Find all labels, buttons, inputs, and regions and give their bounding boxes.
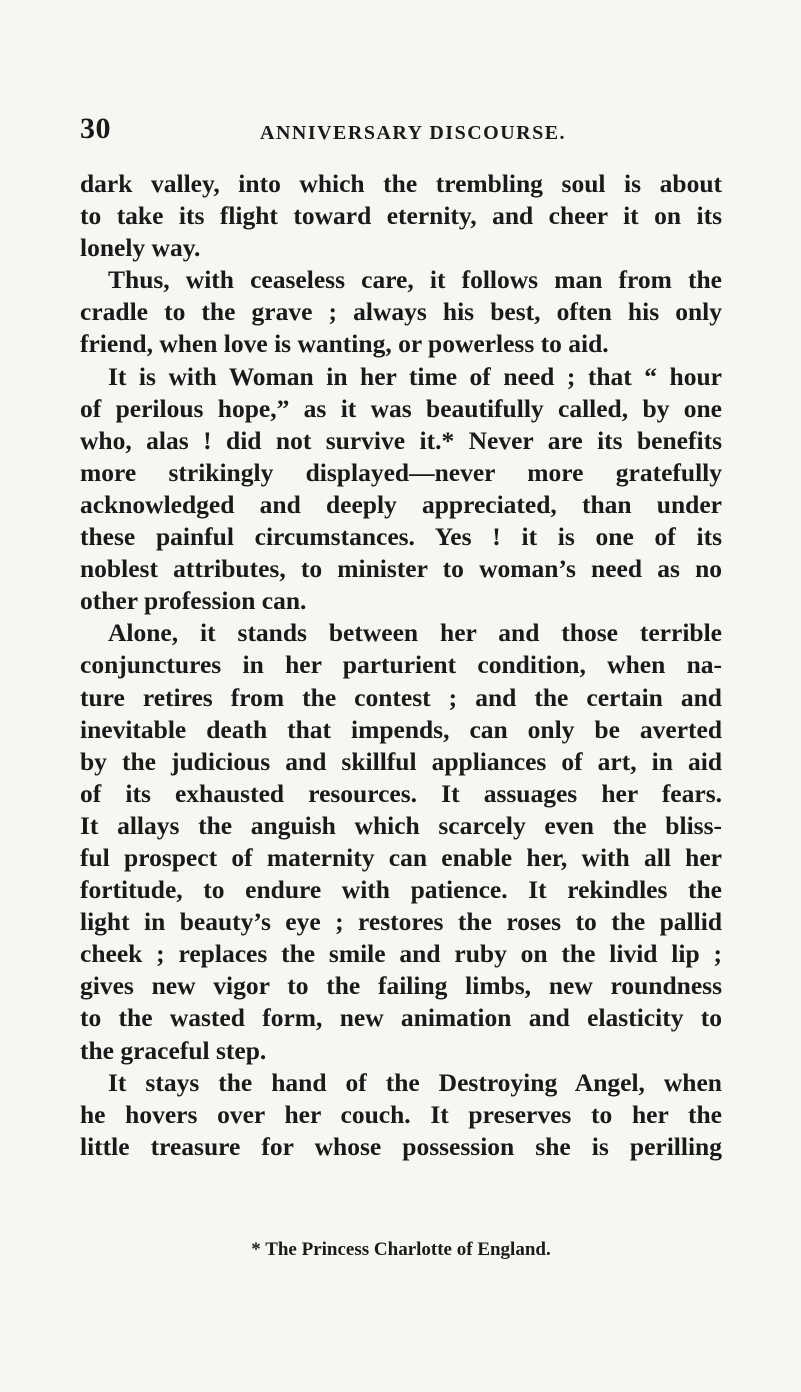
text-line: Alone, it stands between her and those terrible [108, 618, 722, 648]
body-text [80, 168, 722, 1163]
text-line: friend, when love is wanting, or powerless to aid. [80, 329, 609, 359]
footnote: * The Princess Charlotte of England. [251, 1239, 551, 1260]
text-line: Thus, with ceaseless care, it follows man from the [108, 265, 722, 295]
text-line: of perilous hope,” as it was beautifully called, by one [80, 393, 722, 423]
text-line: ful prospect of maternity can enable her, with all her [80, 842, 722, 872]
text-line: dark valley, into which the trembling soul is about [80, 169, 722, 198]
text-line: noblest attributes, to minister to woman’s need as no [80, 554, 722, 584]
text-line: to the wasted form, new animation and elasticity to [80, 1003, 722, 1033]
text-line: by the judicious and skillful appliances of art, in aid [80, 746, 722, 776]
text-line: other profession can. [80, 586, 307, 616]
page-number: 30 [80, 112, 111, 145]
text-line: the graceful step. [80, 1035, 267, 1065]
text-line: he hovers over her couch. It preserves to her the [80, 1099, 722, 1129]
text-line: It is with Woman in her time of need ; that “ hour [108, 361, 722, 391]
text-line: more strikingly displayed—never more gratefully [80, 457, 722, 487]
text-line: light in beauty’s eye ; restores the roses to the pallid [80, 907, 722, 937]
text-line: inevitable death that impends, can only be averted [80, 714, 722, 744]
text-line: ture retires from the contest ; and the certain and [80, 682, 722, 712]
text-line: of its exhausted resources. It assuages her fears. [80, 778, 722, 808]
text-line: to take its flight toward eternity, and cheer it on its [80, 201, 722, 231]
text-line: cheek ; replaces the smile and ruby on the livid lip ; [80, 939, 722, 969]
page-header [80, 112, 720, 152]
text-line: acknowledged and deeply appreciated, than under [80, 489, 722, 519]
text-line: It allays the anguish which scarcely even the bliss- [80, 810, 722, 840]
text-line: cradle to the grave ; always his best, often his only [80, 297, 722, 327]
text-line: fortitude, to endure with patience. It rekindles the [80, 875, 722, 905]
text-line: who, alas ! did not survive it.* Never are its benefits [80, 425, 722, 455]
text-line: It stays the hand of the Destroying Angel, when [108, 1067, 722, 1097]
text-line: these painful circumstances. Yes ! it is one of its [80, 522, 722, 552]
text-line: little treasure for whose possession she is perilling [80, 1131, 722, 1161]
text-line: conjunctures in her parturient condition, when na- [80, 650, 722, 680]
text-line: gives new vigor to the failing limbs, new roundness [80, 971, 722, 1001]
running-head: ANNIVERSARY DISCOURSE. [260, 122, 567, 144]
text-line: lonely way. [80, 233, 201, 263]
